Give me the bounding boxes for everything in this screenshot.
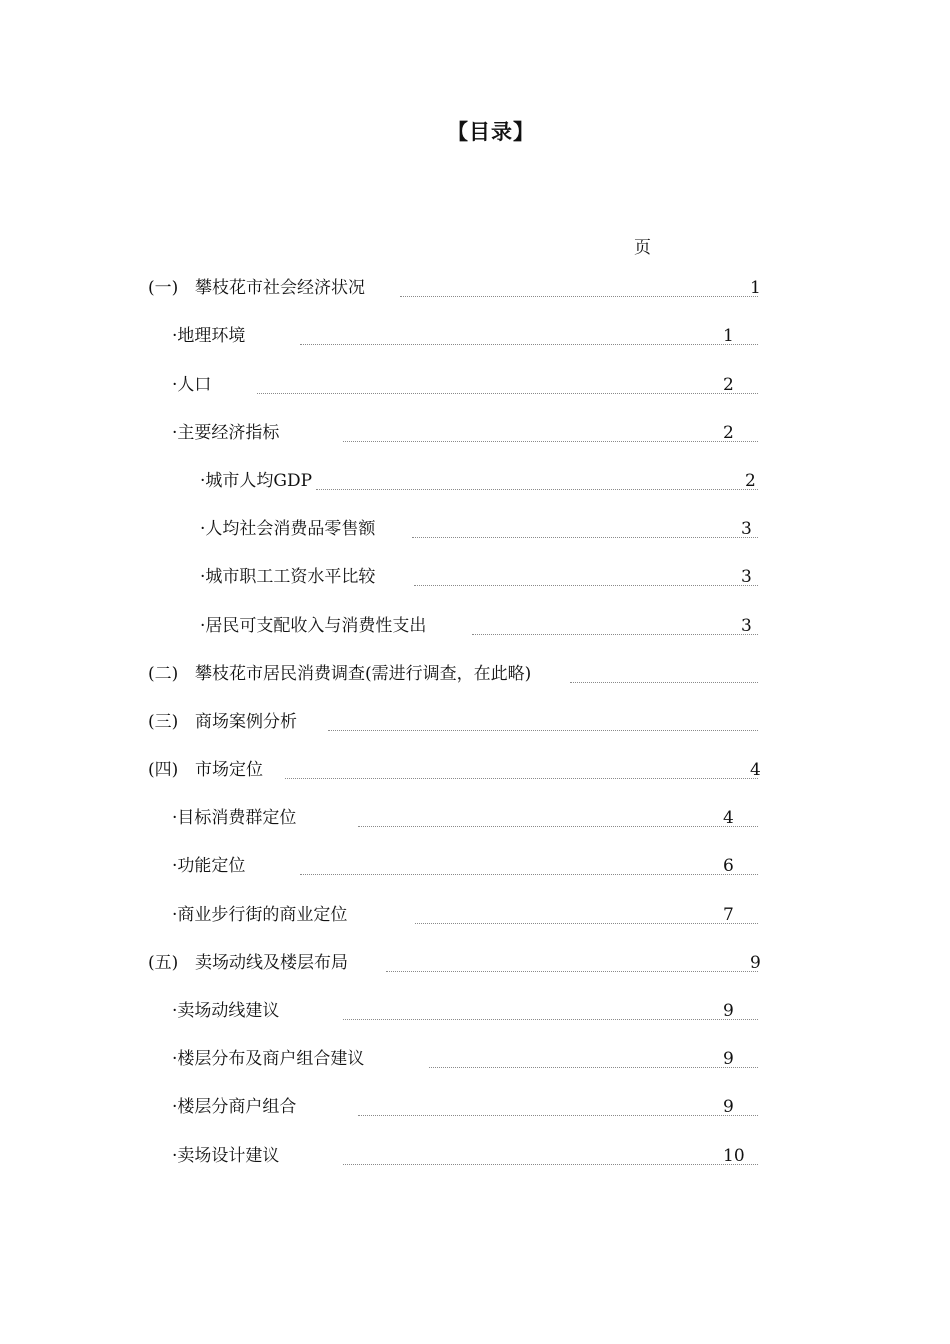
toc-entry[interactable] xyxy=(0,792,950,840)
toc-entry-text: ·城市职工工资水平比较 xyxy=(200,567,376,588)
toc-entry-number: (二) xyxy=(148,663,179,684)
toc-leader xyxy=(386,971,758,972)
toc-entry[interactable] xyxy=(0,358,950,406)
toc-entry-number: (三) xyxy=(148,711,179,732)
toc-entry-page: 9 xyxy=(723,1049,734,1070)
toc-entry-page: 3 xyxy=(741,519,752,540)
toc-leader xyxy=(358,1115,758,1116)
toc-entry-page: 10 xyxy=(723,1145,745,1166)
toc-leader xyxy=(300,874,758,875)
toc-entry-text: ·目标消费群定位 xyxy=(172,808,297,829)
toc-entry[interactable] xyxy=(0,937,950,985)
toc-entry-page: 9 xyxy=(723,1097,734,1118)
toc-leader xyxy=(257,393,758,394)
toc-entry-page: 4 xyxy=(723,808,734,829)
toc-entry-text: 攀枝花市社会经济状况 xyxy=(195,278,365,299)
toc-entry-text: ·楼层分商户组合 xyxy=(172,1097,297,1118)
toc-entry[interactable] xyxy=(0,503,950,551)
toc-entry[interactable] xyxy=(0,599,950,647)
toc-entry[interactable] xyxy=(0,985,950,1033)
toc-entry[interactable] xyxy=(0,262,950,310)
toc-entry-text: ·地理环境 xyxy=(172,326,246,347)
toc-entry-text: ·卖场动线建议 xyxy=(172,1001,280,1021)
toc-leader xyxy=(570,682,758,683)
toc-entry-text: ·功能定位 xyxy=(172,856,246,877)
toc-entry-text: 卖场动线及楼层布局 xyxy=(195,952,348,973)
toc-leader xyxy=(429,1067,758,1068)
toc-leader xyxy=(472,634,758,635)
toc-leader xyxy=(328,730,758,731)
toc-entry-text: ·商业步行街的商业定位 xyxy=(172,904,348,925)
toc-entry-page: 1 xyxy=(723,326,734,347)
toc-entry-text: ·居民可支配收入与消费性支出 xyxy=(200,615,427,636)
toc-entry-page: 6 xyxy=(723,856,734,877)
toc-leader xyxy=(316,489,758,490)
toc-entry-number: (五) xyxy=(148,952,179,973)
toc-leader xyxy=(412,537,758,538)
toc-entry-page: 7 xyxy=(723,904,734,925)
toc-leader xyxy=(414,585,758,586)
toc-entry-page: 2 xyxy=(745,470,756,491)
toc-entry-text: ·人均社会消费品零售额 xyxy=(200,519,376,540)
toc-entry-text: ·楼层分布及商户组合建议 xyxy=(172,1049,365,1070)
toc-entry-number: (一) xyxy=(148,278,179,299)
toc-entry-page: 1 xyxy=(750,278,761,299)
toc-entry[interactable] xyxy=(0,888,950,936)
toc-entry[interactable] xyxy=(0,840,950,888)
toc-entry[interactable] xyxy=(0,407,950,455)
toc-leader xyxy=(400,296,758,297)
toc-list xyxy=(0,262,950,1178)
toc-entry-page: 2 xyxy=(723,374,734,395)
toc-entry[interactable] xyxy=(0,551,950,599)
toc-entry[interactable] xyxy=(0,648,950,696)
toc-entry-page: 3 xyxy=(741,567,752,588)
toc-entry[interactable] xyxy=(0,1129,950,1177)
toc-leader xyxy=(285,778,758,779)
toc-title: 【目录】 xyxy=(447,119,535,144)
toc-entry-text: ·城市人均GDP xyxy=(200,470,313,491)
toc-entry[interactable] xyxy=(0,696,950,744)
toc-entry-page: 2 xyxy=(723,422,734,443)
toc-entry-page: 9 xyxy=(750,952,761,973)
toc-entry-text: 攀枝花市居民消费调查(需进行调查，在此略) xyxy=(195,663,532,684)
toc-entry-text: 市场定位 xyxy=(195,760,263,781)
toc-entry-page: 9 xyxy=(723,1001,734,1021)
toc-leader xyxy=(343,441,758,442)
page-column-header: 页 xyxy=(634,238,651,258)
toc-leader xyxy=(343,1164,758,1165)
toc-entry-text: ·主要经济指标 xyxy=(172,422,280,443)
toc-entry-text: ·卖场设计建议 xyxy=(172,1145,280,1166)
toc-entry-number: (四) xyxy=(148,760,179,781)
toc-entry-page: 3 xyxy=(741,615,752,636)
toc-entry[interactable] xyxy=(0,455,950,503)
toc-entry[interactable] xyxy=(0,1033,950,1081)
toc-leader xyxy=(343,1019,758,1020)
toc-entry-text: ·人口 xyxy=(172,374,212,395)
toc-entry-text: 商场案例分析 xyxy=(195,711,297,732)
toc-entry[interactable] xyxy=(0,744,950,792)
toc-entry-page: 4 xyxy=(750,760,761,781)
toc-entry[interactable] xyxy=(0,1081,950,1129)
toc-leader xyxy=(300,344,758,345)
toc-leader xyxy=(358,826,758,827)
toc-leader xyxy=(415,923,758,924)
toc-entry[interactable] xyxy=(0,310,950,358)
